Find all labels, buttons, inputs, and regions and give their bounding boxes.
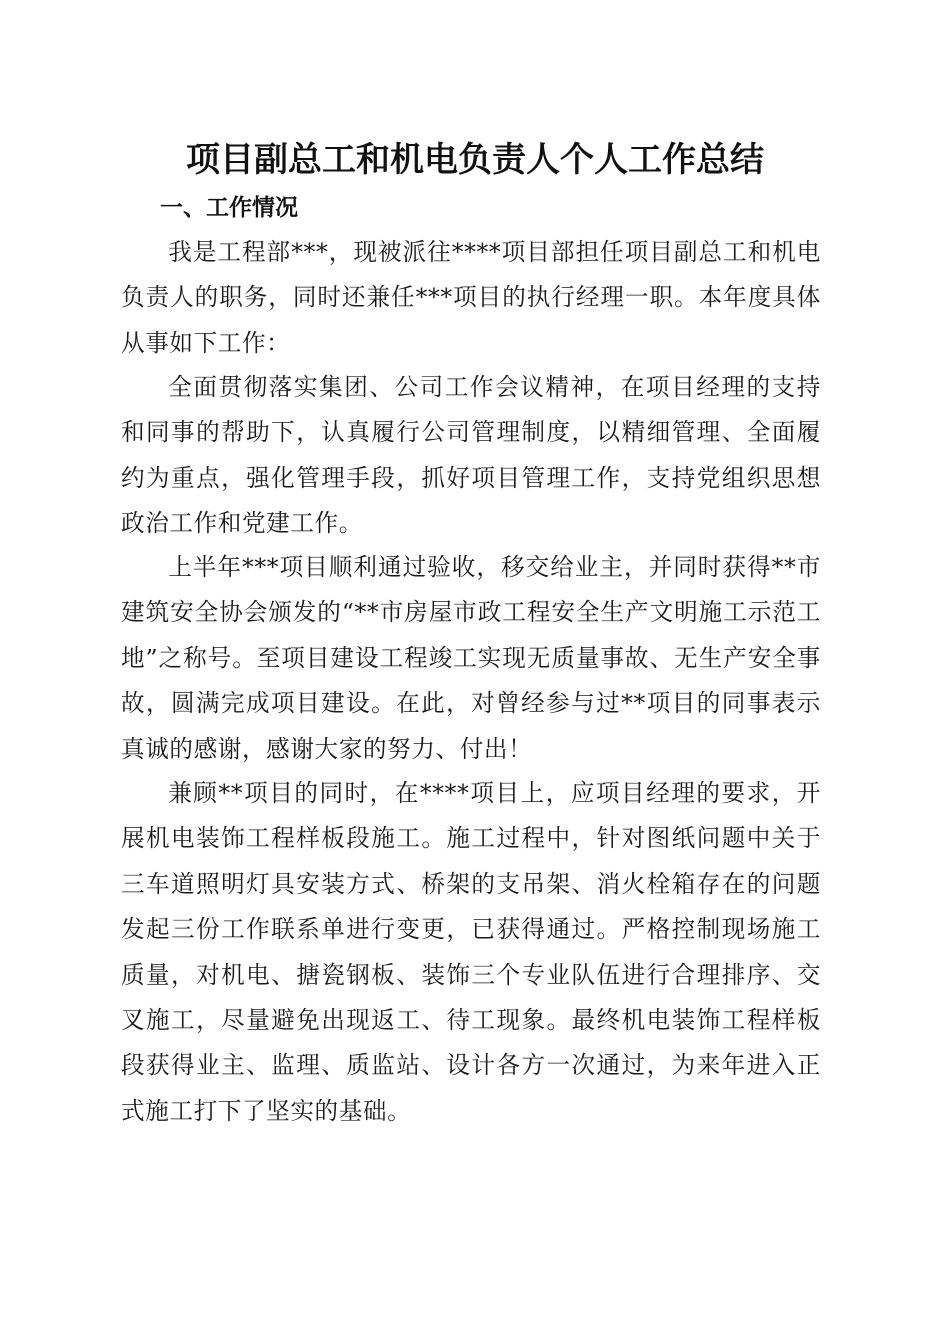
paragraph: 兼顾**项目的同时，在****项目上，应项目经理的要求，开展机电装饰工程样板段施工。施工过程中，针对图纸问题中关于三车道照明灯具安装方式、桥架的支吊架、消火栓箱存在的问题发起三份工作联系单进行变更，已获得通过。严格控制现场施工质量，对机电、搪瓷钢板、装饰三个专业队伍进行合理排序、交叉施工，尽量避免出现返工、待工现象。最终机电装饰工程样板段获得业主、监理、质监站、设计各方一次通过，为来年进入正式施工打下了坚实的基础。: [121, 779, 821, 1125]
paragraph: 全面贯彻落实集团、公司工作会议精神，在项目经理的支持和同事的帮助下，认真履行公司管理制度，以精细管理、全面履约为重点，强化管理手段，抓好项目管理工作，支持党组织思想政治工作和党建工作。: [121, 373, 821, 538]
paragraph-1-block: [121, 230, 821, 366]
section-heading: 一、工作情况: [160, 195, 298, 221]
document-title: 项目副总工和机电负责人个人工作总结: [186, 140, 764, 180]
paragraph: 上半年***项目顺利通过验收，移交给业主，并同时获得**市建筑安全协会颁发的“**市房屋市政工程安全生产文明施工示范工地”之称号。至项目建设工程竣工实现无质量事故、无生产安全事故，圆满完成项目建设。在此，对曾经参与过**项目的同事表示真诚的感谢，感谢大家的努力、付出！: [121, 553, 821, 763]
paragraph-3-block: [121, 545, 821, 772]
paragraph-2-block: [121, 365, 821, 547]
paragraph-4-block: [121, 771, 821, 1134]
paragraph: 我是工程部***，现被派往****项目部担任项目副总工和机电负责人的职务，同时还兼任***项目的执行经理一职。本年度具体从事如下工作：: [121, 238, 821, 357]
